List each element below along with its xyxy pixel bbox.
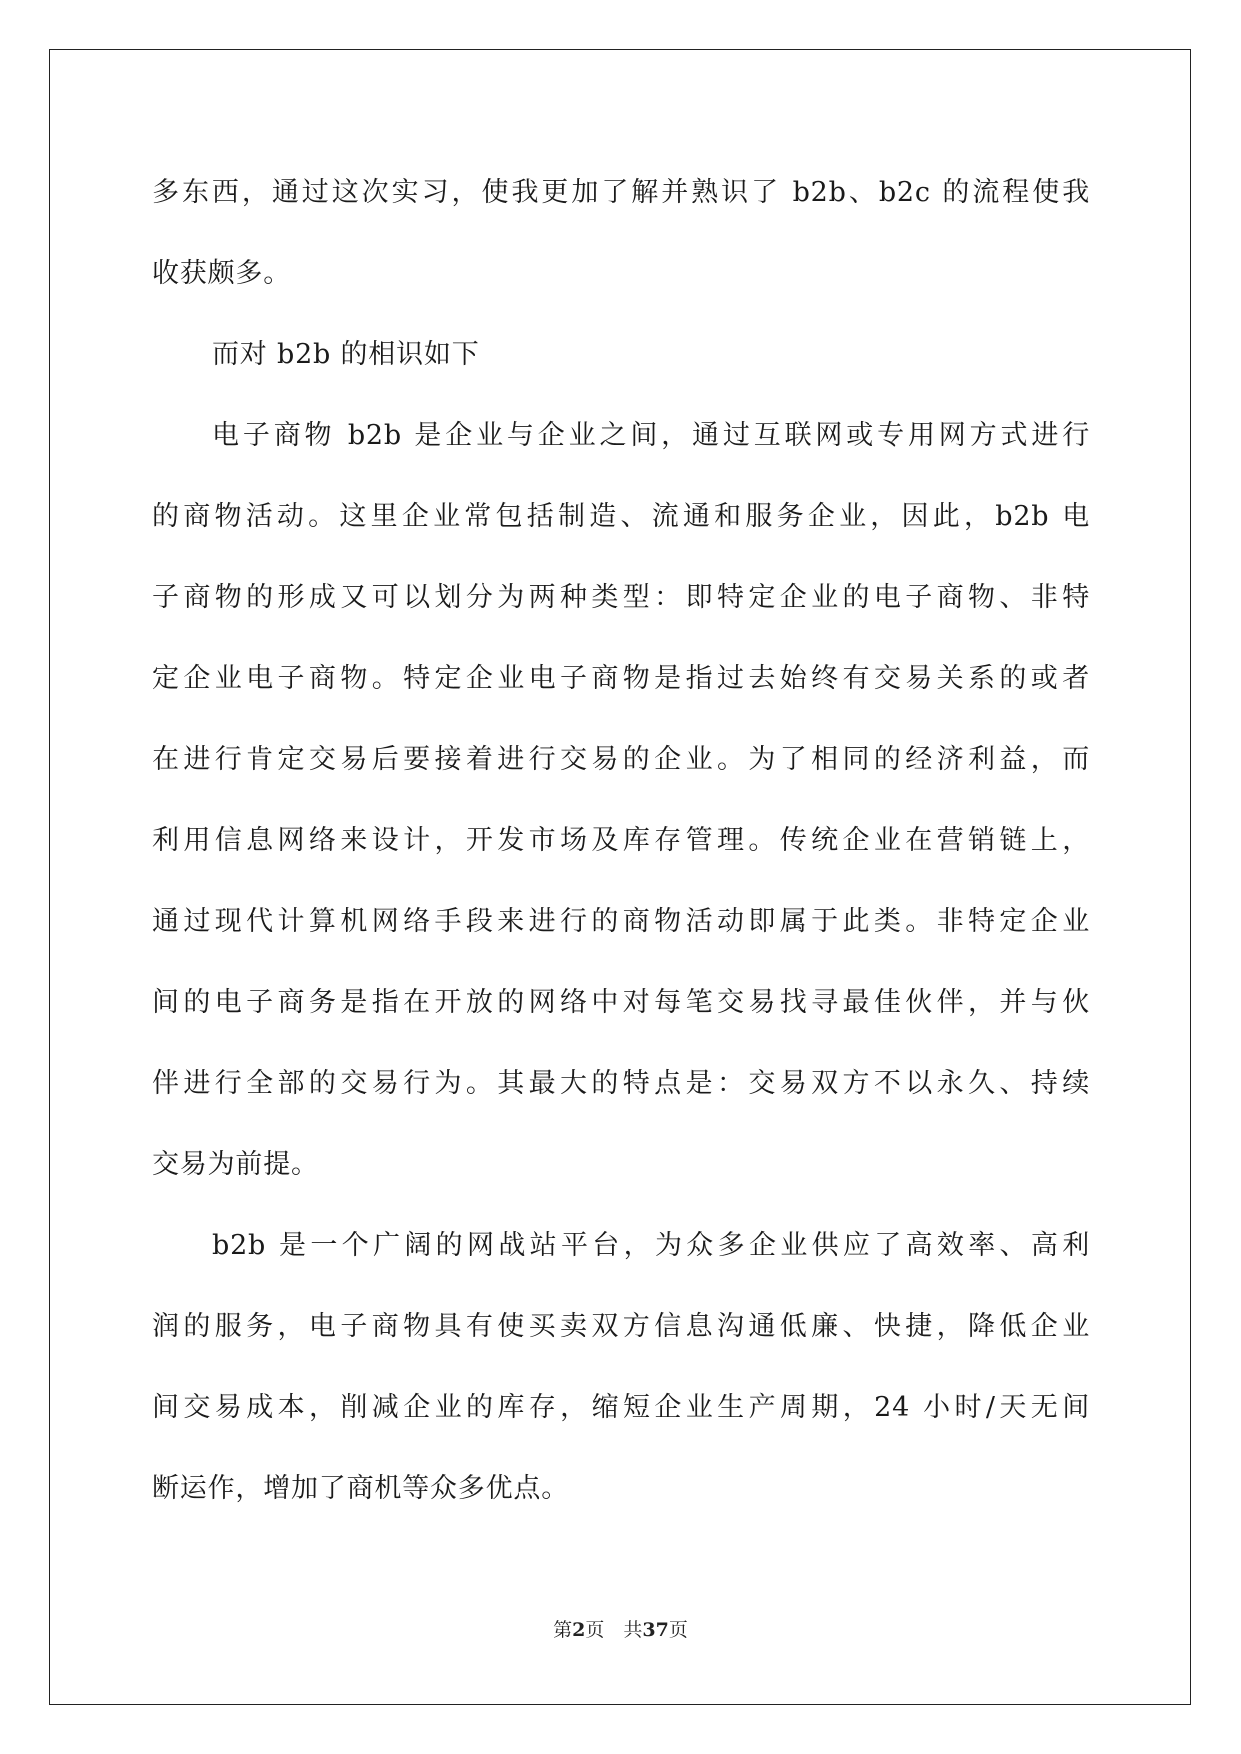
text-line: 电子商物 b2b 是企业与企业之间，通过互联网或专用网方式进行 — [212, 420, 1090, 451]
total-page-count: 37 — [642, 1619, 669, 1641]
page-footer — [0, 1618, 1241, 1642]
text-line: b2b 是一个广阔的网战站平台，为众多企业供应了高效率、高利 — [212, 1230, 1090, 1261]
text-line: 多东西，通过这次实习，使我更加了解并熟识了 b2b、b2c 的流程使我 — [152, 177, 1090, 208]
text-line: 的商物活动。这里企业常包括制造、流通和服务企业，因此，b2b 电 — [152, 501, 1090, 532]
text-line: 收获颇多。 — [152, 258, 291, 289]
text-line: 在进行肯定交易后要接着进行交易的企业。为了相同的经济利益，而 — [152, 744, 1090, 775]
text-line: 利用信息网络来设计，开发市场及库存管理。传统企业在营销链上， — [152, 825, 1090, 856]
text-line: 润的服务，电子商物具有使买卖双方信息沟通低廉、快捷，降低企业 — [152, 1311, 1090, 1342]
text-line: 子商物的形成又可以划分为两种类型：即特定企业的电子商物、非特 — [152, 582, 1090, 613]
text-line: 而对 b2b 的相识如下 — [212, 339, 480, 370]
footer-prefix: 第 — [553, 1619, 573, 1641]
footer-suffix: 页 — [668, 1619, 688, 1641]
text-line: 间交易成本，削减企业的库存，缩短企业生产周期，24 小时/天无间 — [152, 1392, 1090, 1423]
document-body — [152, 163, 1090, 1540]
text-line: 伴进行全部的交易行为。其最大的特点是：交易双方不以永久、持续 — [152, 1068, 1090, 1099]
text-line: 交易为前提。 — [152, 1149, 319, 1180]
footer-middle: 页 共 — [585, 1619, 643, 1641]
text-line: 定企业电子商物。特定企业电子商物是指过去始终有交易关系的或者 — [152, 663, 1090, 694]
text-line: 通过现代计算机网络手段来进行的商物活动即属于此类。非特定企业 — [152, 906, 1090, 937]
current-page-number: 2 — [572, 1619, 586, 1641]
text-line: 间的电子商务是指在开放的网络中对每笔交易找寻最佳伙伴，并与伙 — [152, 987, 1090, 1018]
text-line: 断运作，增加了商机等众多优点。 — [152, 1473, 569, 1504]
